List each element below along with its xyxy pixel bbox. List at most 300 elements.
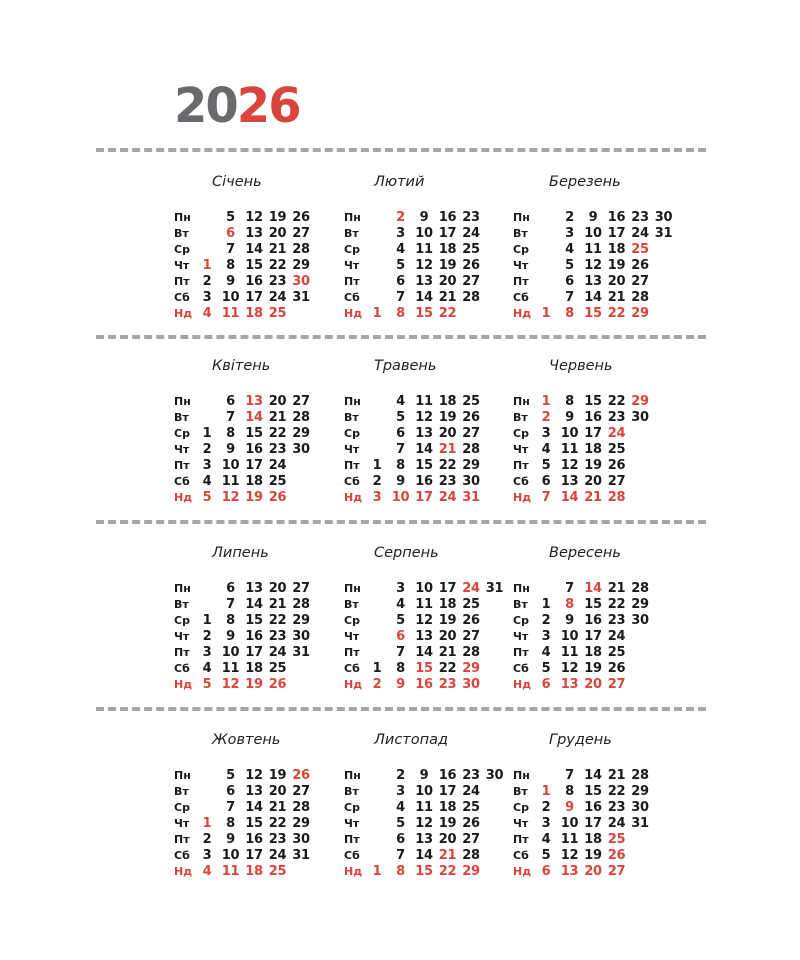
day-cell: 28 <box>292 800 310 815</box>
day-cell: 12 <box>560 848 579 863</box>
weekday-label: Ср <box>344 614 360 627</box>
weekday-label: Пн <box>344 395 361 408</box>
day-cell: 18 <box>438 394 457 409</box>
weekday-row <box>344 661 514 677</box>
day-cell: 20 <box>607 274 626 289</box>
weekday-row <box>513 474 683 490</box>
month-name: Квітень <box>212 358 271 374</box>
day-cell: 9 <box>565 613 574 628</box>
day-cell: 4 <box>565 242 574 257</box>
day-cell: 12 <box>221 677 240 692</box>
day-cell: 13 <box>560 864 579 879</box>
day-cell: 1 <box>372 306 382 321</box>
weekday-label: Пт <box>513 459 529 472</box>
day-cell: 16 <box>584 410 602 425</box>
day-cell: 1 <box>202 426 212 441</box>
weekday-row <box>174 597 344 613</box>
day-cell: 22 <box>607 306 626 321</box>
day-cell: 20 <box>268 226 287 241</box>
day-cell: 10 <box>221 290 240 305</box>
weekday-row <box>174 306 344 322</box>
day-cell: 5 <box>202 677 212 692</box>
weekday-row <box>344 258 514 274</box>
weekday-label: Нд <box>344 865 363 878</box>
weekday-label: Ср <box>513 427 529 440</box>
day-cell: 3 <box>396 226 405 241</box>
day-cell: 30 <box>462 474 480 489</box>
day-cell: 8 <box>565 306 574 321</box>
day-cell: 5 <box>541 848 551 863</box>
weekday-label: Пт <box>513 833 529 846</box>
weekday-label: Пн <box>344 211 361 224</box>
day-cell: 22 <box>607 597 626 612</box>
day-cell: 8 <box>226 426 235 441</box>
weekday-row <box>344 226 514 242</box>
day-cell: 8 <box>396 458 405 473</box>
day-cell: 20 <box>438 629 457 644</box>
day-cell: 3 <box>396 581 405 596</box>
day-cell: 19 <box>245 677 263 692</box>
day-cell: 10 <box>415 581 433 596</box>
day-cell: 17 <box>584 816 602 831</box>
weekday-row <box>344 210 514 226</box>
day-cell: 31 <box>462 490 480 505</box>
day-cell: 19 <box>438 410 457 425</box>
day-cell: 18 <box>584 832 602 847</box>
day-cell: 21 <box>607 290 626 305</box>
weekday-label: Ср <box>174 614 190 627</box>
day-cell: 20 <box>584 864 602 879</box>
day-cell: 26 <box>607 661 626 676</box>
day-cell: 19 <box>268 768 287 783</box>
weekday-row <box>344 864 514 880</box>
day-cell: 2 <box>372 677 382 692</box>
weekday-row <box>174 848 344 864</box>
weekday-label: Пт <box>513 646 529 659</box>
weekday-label: Нд <box>513 678 532 691</box>
day-cell: 2 <box>202 832 212 847</box>
weekday-label: Чт <box>513 630 529 643</box>
day-cell: 15 <box>245 816 263 831</box>
day-cell: 9 <box>396 474 405 489</box>
weekday-label: Вт <box>174 227 189 240</box>
day-cell: 6 <box>396 629 405 644</box>
weekday-row <box>513 458 683 474</box>
weekday-label: Чт <box>513 817 529 830</box>
day-cell: 27 <box>631 274 649 289</box>
day-cell: 14 <box>584 768 602 783</box>
day-cell: 15 <box>584 597 602 612</box>
day-cell: 12 <box>415 258 433 273</box>
weekday-label: Чт <box>174 817 190 830</box>
separator-2 <box>96 335 706 339</box>
day-cell: 5 <box>202 490 212 505</box>
day-cell: 24 <box>268 645 287 660</box>
day-cell: 11 <box>415 597 433 612</box>
weekday-row <box>513 800 683 816</box>
day-cell: 7 <box>396 645 405 660</box>
day-cell: 10 <box>560 426 579 441</box>
weekday-label: Чт <box>344 259 360 272</box>
weekday-row <box>513 864 683 880</box>
day-cell: 9 <box>226 442 235 457</box>
day-cell: 23 <box>462 210 480 225</box>
day-cell: 4 <box>396 242 405 257</box>
day-cell: 24 <box>268 458 287 473</box>
weekday-row <box>513 274 683 290</box>
day-cell: 20 <box>438 832 457 847</box>
day-cell: 22 <box>438 306 457 321</box>
day-cell: 7 <box>226 597 235 612</box>
day-cell: 18 <box>245 474 263 489</box>
day-cell: 11 <box>560 645 579 660</box>
day-cell: 21 <box>584 490 602 505</box>
day-cell: 26 <box>607 458 626 473</box>
day-cell: 2 <box>396 210 405 225</box>
day-cell: 26 <box>268 677 287 692</box>
weekday-row <box>344 458 514 474</box>
weekday-row <box>513 490 683 506</box>
day-cell: 27 <box>292 226 310 241</box>
day-cell: 14 <box>584 290 602 305</box>
day-cell: 25 <box>462 800 480 815</box>
day-cell: 1 <box>202 816 212 831</box>
day-cell: 29 <box>631 597 649 612</box>
day-cell: 13 <box>245 784 263 799</box>
weekday-row <box>513 226 683 242</box>
weekday-row <box>174 816 344 832</box>
day-cell: 29 <box>462 661 480 676</box>
month-name: Листопад <box>374 732 449 748</box>
weekday-label: Сб <box>174 291 190 304</box>
day-cell: 21 <box>438 290 457 305</box>
weekday-label: Чт <box>344 630 360 643</box>
day-cell: 3 <box>541 629 551 644</box>
day-cell: 25 <box>462 394 480 409</box>
day-cell: 11 <box>560 442 579 457</box>
weekday-label: Чт <box>174 630 190 643</box>
day-cell: 23 <box>438 677 457 692</box>
day-cell: 9 <box>565 800 574 815</box>
day-cell: 30 <box>654 210 673 225</box>
month-name: Вересень <box>549 545 621 561</box>
day-cell: 9 <box>396 677 405 692</box>
day-cell: 19 <box>584 458 602 473</box>
day-cell: 30 <box>631 613 649 628</box>
day-cell: 18 <box>245 864 263 879</box>
day-cell: 15 <box>415 661 433 676</box>
weekday-row <box>513 306 683 322</box>
day-cell: 17 <box>438 226 457 241</box>
weekday-row <box>513 629 683 645</box>
day-cell: 11 <box>221 864 240 879</box>
weekday-label: Пт <box>344 646 360 659</box>
day-cell: 18 <box>245 306 263 321</box>
day-cell: 5 <box>541 661 551 676</box>
weekday-row <box>513 784 683 800</box>
weekday-label: Пн <box>174 211 191 224</box>
day-cell: 8 <box>565 784 574 799</box>
day-cell: 7 <box>565 581 574 596</box>
month-name: Березень <box>549 174 621 190</box>
day-cell: 11 <box>221 474 240 489</box>
day-cell: 2 <box>396 768 405 783</box>
day-cell: 13 <box>415 274 433 289</box>
day-cell: 16 <box>415 474 433 489</box>
day-cell: 4 <box>202 864 212 879</box>
weekday-row <box>174 677 344 693</box>
weekday-row <box>344 290 514 306</box>
day-cell: 25 <box>462 597 480 612</box>
day-cell: 4 <box>541 442 551 457</box>
day-cell: 22 <box>438 458 457 473</box>
day-cell: 15 <box>415 864 433 879</box>
weekday-label: Вт <box>344 598 359 611</box>
day-cell: 25 <box>268 474 287 489</box>
day-cell: 28 <box>631 581 649 596</box>
day-cell: 12 <box>245 768 263 783</box>
day-cell: 2 <box>202 274 212 289</box>
weekday-label: Сб <box>513 291 529 304</box>
weekday-row <box>513 242 683 258</box>
day-cell: 29 <box>631 394 649 409</box>
weekday-label: Сб <box>344 475 360 488</box>
day-cell: 30 <box>292 442 310 457</box>
day-cell: 20 <box>584 677 602 692</box>
weekday-label: Вт <box>513 785 528 798</box>
day-cell: 20 <box>584 474 602 489</box>
day-cell: 6 <box>226 394 235 409</box>
day-cell: 4 <box>541 832 551 847</box>
day-cell: 16 <box>584 800 602 815</box>
day-cell: 16 <box>438 210 457 225</box>
weekday-label: Сб <box>344 849 360 862</box>
day-cell: 19 <box>584 661 602 676</box>
weekday-label: Вт <box>513 411 528 424</box>
day-cell: 13 <box>560 677 579 692</box>
weekday-row <box>174 661 344 677</box>
weekday-row <box>174 426 344 442</box>
day-cell: 25 <box>268 864 287 879</box>
day-cell: 15 <box>245 426 263 441</box>
day-cell: 15 <box>584 306 602 321</box>
day-cell: 7 <box>226 410 235 425</box>
day-cell: 27 <box>607 864 626 879</box>
weekday-row <box>344 800 514 816</box>
weekday-row <box>344 474 514 490</box>
day-cell: 15 <box>415 306 433 321</box>
day-cell: 24 <box>268 848 287 863</box>
day-cell: 22 <box>438 864 457 879</box>
day-cell: 4 <box>396 394 405 409</box>
month-name: Грудень <box>549 732 612 748</box>
day-cell: 12 <box>560 661 579 676</box>
day-cell: 8 <box>396 306 405 321</box>
day-cell: 5 <box>226 210 235 225</box>
weekday-label: Нд <box>513 307 532 320</box>
day-cell: 14 <box>415 290 433 305</box>
weekday-row <box>344 848 514 864</box>
day-cell: 7 <box>541 490 551 505</box>
day-cell: 29 <box>292 426 310 441</box>
weekday-label: Пт <box>174 833 190 846</box>
day-cell: 5 <box>565 258 574 273</box>
weekday-row <box>513 597 683 613</box>
day-cell: 6 <box>541 474 551 489</box>
day-cell: 24 <box>631 226 649 241</box>
day-cell: 7 <box>565 768 574 783</box>
weekday-label: Пн <box>513 395 530 408</box>
weekday-row <box>344 597 514 613</box>
day-cell: 13 <box>245 226 263 241</box>
weekday-label: Сб <box>513 662 529 675</box>
day-cell: 17 <box>245 458 263 473</box>
weekday-row <box>513 290 683 306</box>
day-cell: 20 <box>438 274 457 289</box>
weekday-label: Нд <box>513 491 532 504</box>
day-cell: 9 <box>588 210 598 225</box>
day-cell: 11 <box>221 661 240 676</box>
day-cell: 23 <box>607 800 626 815</box>
day-cell: 8 <box>226 816 235 831</box>
weekday-label: Ср <box>174 801 190 814</box>
day-cell: 10 <box>221 848 240 863</box>
day-cell: 26 <box>292 768 310 783</box>
day-cell: 24 <box>268 290 287 305</box>
day-cell: 17 <box>584 426 602 441</box>
weekday-label: Вт <box>344 785 359 798</box>
weekday-label: Вт <box>174 411 189 424</box>
day-cell: 21 <box>607 768 626 783</box>
day-cell: 12 <box>560 458 579 473</box>
weekday-row <box>513 410 683 426</box>
day-cell: 30 <box>292 832 310 847</box>
weekday-label: Сб <box>344 662 360 675</box>
day-cell: 31 <box>654 226 673 241</box>
day-cell: 2 <box>565 210 574 225</box>
weekday-row <box>174 629 344 645</box>
day-cell: 14 <box>584 581 602 596</box>
day-cell: 12 <box>584 258 602 273</box>
weekday-row <box>174 645 344 661</box>
day-cell: 27 <box>607 474 626 489</box>
day-cell: 10 <box>221 645 240 660</box>
weekday-label: Пн <box>174 582 191 595</box>
day-cell: 6 <box>226 581 235 596</box>
weekday-label: Нд <box>174 307 193 320</box>
day-cell: 25 <box>268 306 287 321</box>
weekday-row <box>513 394 683 410</box>
day-cell: 29 <box>462 864 480 879</box>
day-cell: 17 <box>415 490 433 505</box>
weekday-row <box>344 426 514 442</box>
weekday-label: Пн <box>344 582 361 595</box>
weekday-row <box>174 442 344 458</box>
day-cell: 7 <box>226 242 235 257</box>
day-cell: 26 <box>607 848 626 863</box>
day-cell: 2 <box>372 474 382 489</box>
day-cell: 13 <box>584 274 602 289</box>
weekday-row <box>174 800 344 816</box>
day-cell: 13 <box>415 426 433 441</box>
day-cell: 30 <box>631 410 649 425</box>
weekday-row <box>513 848 683 864</box>
weekday-label: Ср <box>344 801 360 814</box>
weekday-row <box>344 629 514 645</box>
day-cell: 17 <box>245 848 263 863</box>
day-cell: 17 <box>438 784 457 799</box>
day-cell: 19 <box>438 258 457 273</box>
day-cell: 23 <box>268 832 287 847</box>
day-cell: 30 <box>462 677 480 692</box>
day-cell: 18 <box>245 661 263 676</box>
weekday-label: Чт <box>513 443 529 456</box>
day-cell: 29 <box>292 613 310 628</box>
day-cell: 6 <box>226 784 235 799</box>
day-cell: 2 <box>202 442 212 457</box>
weekday-row <box>174 410 344 426</box>
weekday-row <box>344 677 514 693</box>
day-cell: 3 <box>202 290 212 305</box>
day-cell: 21 <box>268 242 287 257</box>
weekday-row <box>513 426 683 442</box>
day-cell: 12 <box>415 410 433 425</box>
weekday-row <box>344 274 514 290</box>
day-cell: 6 <box>226 226 235 241</box>
day-cell: 15 <box>584 394 602 409</box>
weekday-row <box>513 613 683 629</box>
day-cell: 30 <box>292 274 310 289</box>
day-cell: 15 <box>584 784 602 799</box>
year-prefix: 20 <box>174 78 237 134</box>
day-cell: 10 <box>560 629 579 644</box>
day-cell: 19 <box>438 816 457 831</box>
day-cell: 10 <box>391 490 410 505</box>
weekday-label: Ср <box>344 243 360 256</box>
day-cell: 21 <box>438 848 457 863</box>
weekday-row <box>513 768 683 784</box>
day-cell: 11 <box>415 800 433 815</box>
day-cell: 27 <box>462 274 480 289</box>
day-cell: 3 <box>202 458 212 473</box>
weekday-row <box>174 490 344 506</box>
day-cell: 15 <box>245 258 263 273</box>
weekday-row <box>344 242 514 258</box>
weekday-label: Ср <box>513 801 529 814</box>
day-cell: 25 <box>607 645 626 660</box>
day-cell: 16 <box>607 210 626 225</box>
day-cell: 1 <box>202 613 212 628</box>
day-cell: 10 <box>221 458 240 473</box>
day-cell: 28 <box>292 242 310 257</box>
day-cell: 29 <box>462 458 480 473</box>
day-cell: 8 <box>226 613 235 628</box>
day-cell: 27 <box>462 426 480 441</box>
day-cell: 11 <box>415 394 433 409</box>
day-cell: 14 <box>245 410 263 425</box>
day-cell: 30 <box>485 768 504 783</box>
weekday-label: Вт <box>344 227 359 240</box>
day-cell: 9 <box>419 210 429 225</box>
weekday-label: Ср <box>174 427 190 440</box>
day-cell: 16 <box>415 677 433 692</box>
weekday-row <box>344 442 514 458</box>
day-cell: 22 <box>438 661 457 676</box>
day-cell: 8 <box>226 258 235 273</box>
weekday-row <box>174 864 344 880</box>
weekday-row <box>344 768 514 784</box>
day-cell: 15 <box>245 613 263 628</box>
